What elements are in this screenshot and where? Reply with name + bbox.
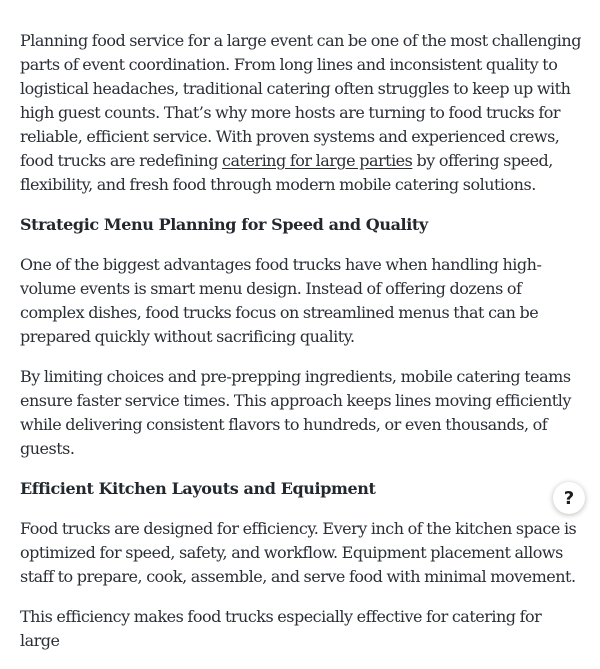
catering-for-large-parties-link[interactable]: catering for large parties bbox=[222, 151, 413, 170]
section-heading-menu-planning: Strategic Menu Planning for Speed and Quality bbox=[20, 215, 428, 234]
intro-text-before-link: Planning food service for a large event can be one of the most challenging parts of event coordination. From long lines and inconsistent quality to logistical headaches, traditional catering often struggles to keep up with high guest counts. That’s why more hosts are turning to food trucks for reliable, efficient service. With proven systems and experienced crews, food trucks are redefining bbox=[20, 31, 581, 170]
help-button[interactable] bbox=[553, 482, 585, 514]
paragraph-menu-design: One of the biggest advantages food trucks have when handling high-volume events is smart menu design. Instead of offering dozens of complex dishes, food trucks focus on streamlined menus that can be prepared quickly without sacrificing quality. bbox=[20, 255, 542, 346]
intro-paragraph bbox=[20, 29, 582, 197]
paragraph-limiting-choices: By limiting choices and pre-prepping ingredients, mobile catering teams ensure faster service times. This approach keeps lines moving efficiently while delivering consistent flavors to hundreds, or even thousands, of guests. bbox=[20, 367, 571, 458]
paragraph-efficiency-large-events: This efficiency makes food trucks especially effective for catering for large bbox=[20, 607, 542, 650]
question-icon: ? bbox=[563, 487, 575, 509]
article-body bbox=[20, 29, 582, 669]
intro-text-after-link: by offering speed, flexibility, and fresh food through modern mobile catering solutions. bbox=[20, 151, 553, 194]
section-heading-kitchen-layouts: Efficient Kitchen Layouts and Equipment bbox=[20, 479, 376, 498]
paragraph-designed-for-efficiency: Food trucks are designed for efficiency. Every inch of the kitchen space is optimized for speed, safety, and workflow. Equipment placement allows staff to prepare, cook, assemble, and serve food with minimal movement. bbox=[20, 519, 577, 586]
